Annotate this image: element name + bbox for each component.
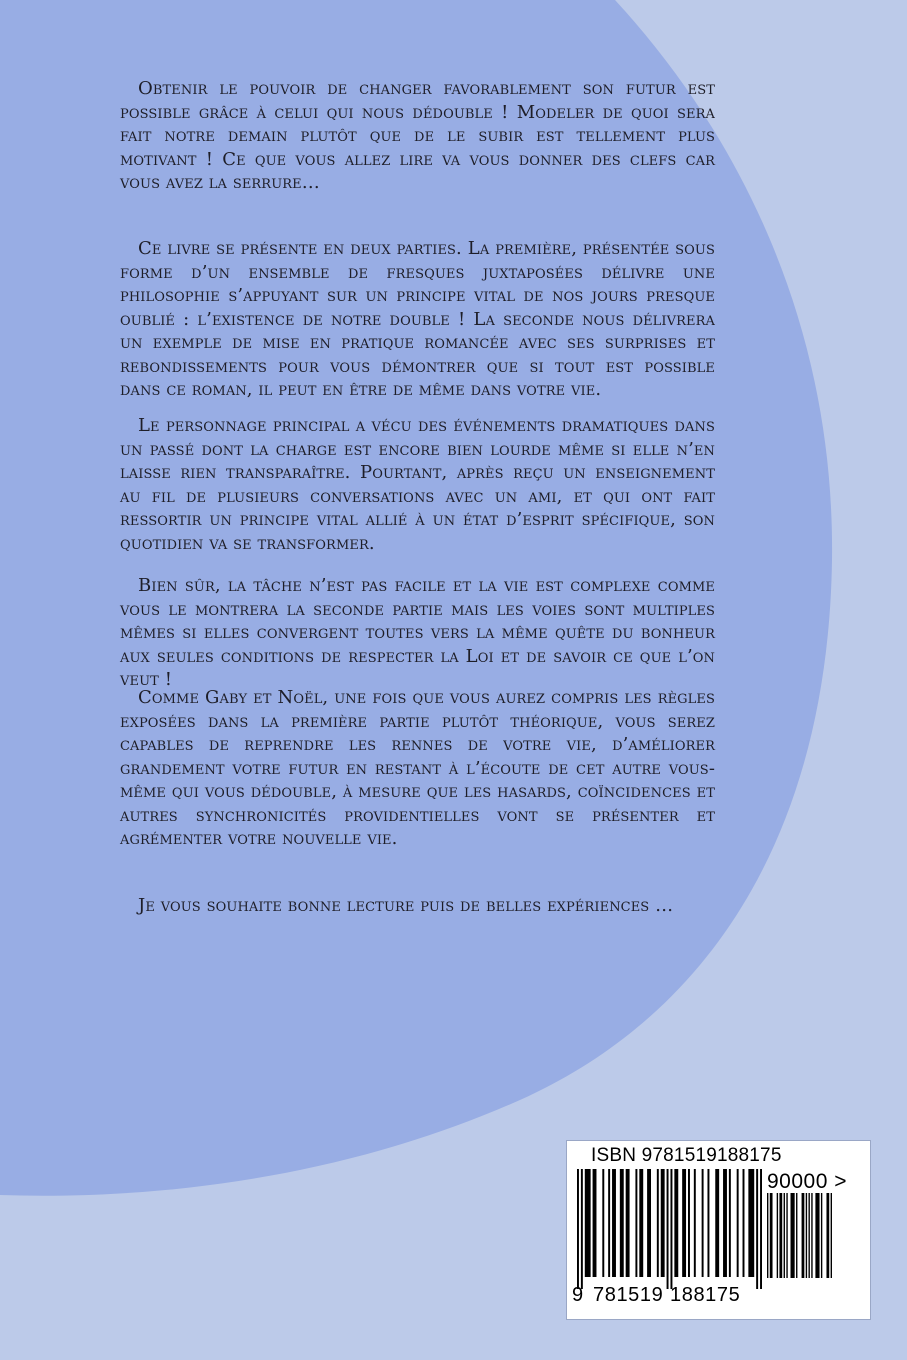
addon-bar bbox=[831, 1193, 832, 1278]
paragraph-intro: Obtenir le pouvoir de changer favorablement son futur est possible grâce à celui qui nous dédouble ! Modeler de quoi sera fait notre demain plutôt que de le subir est tellement plus motivant ! Ce que vous allez lire va vous donner des clefs car vous avez la serrure… bbox=[120, 78, 716, 193]
addon-bar bbox=[779, 1193, 782, 1278]
addon-bar bbox=[826, 1193, 829, 1278]
ean13-bar bbox=[657, 1169, 659, 1277]
ean13-bar bbox=[748, 1169, 754, 1277]
addon-barcode bbox=[767, 1193, 832, 1278]
barcode-digits-right: 188175 bbox=[670, 1284, 741, 1306]
ean13-bar bbox=[602, 1169, 604, 1277]
addon-bar bbox=[821, 1193, 822, 1278]
ean13-bar bbox=[756, 1169, 758, 1289]
ean13-bar bbox=[661, 1169, 665, 1277]
ean13-bar bbox=[688, 1169, 690, 1277]
paragraph-closing: Je vous souhaite bonne lecture puis de belles expériences … bbox=[138, 895, 674, 916]
ean13-bar bbox=[694, 1169, 696, 1277]
addon-bar bbox=[811, 1193, 812, 1278]
ean13-bar bbox=[674, 1169, 678, 1277]
isbn-label: ISBN 9781519188175 bbox=[591, 1145, 782, 1166]
addon-bar bbox=[802, 1193, 805, 1278]
ean13-bar bbox=[743, 1169, 745, 1277]
addon-bar bbox=[786, 1193, 787, 1278]
barcode-digits-left: 781519 bbox=[593, 1284, 664, 1306]
ean13-bar bbox=[707, 1169, 709, 1277]
paragraph-protagonist: Le personnage principal a vécu des événements dramatiques dans un passé dont la charge est encore bien lourde même si elle n’en laisse rien transparaître. Pourtant, après reçu un enseignement au fil de plusieurs conversations avec un ami, et qui ont fait ressortir un principe vital allié à un état d’esprit spécifique, son quotidien va se transformer. bbox=[120, 415, 715, 554]
ean13-bar bbox=[585, 1169, 591, 1277]
addon-bar bbox=[770, 1193, 773, 1278]
addon-bar bbox=[796, 1193, 797, 1278]
addon-bar bbox=[777, 1193, 778, 1278]
paragraph-challenge: Bien sûr, la tâche n’est pas facile et la vie est complexe comme vous le montrera la seconde partie mais les voies sont multiples mêmes si elles convergent toutes vers la même quête du bonheur aux seules conditions de respecter la Loi et de savoir ce que l’on veut ! bbox=[120, 575, 715, 690]
barcode-panel bbox=[566, 1140, 871, 1320]
barcode-digit-first: 9 bbox=[572, 1284, 584, 1306]
ean13-bar bbox=[593, 1169, 597, 1277]
ean13-bar bbox=[715, 1169, 719, 1277]
addon-bar bbox=[806, 1193, 807, 1278]
ean13-bar bbox=[670, 1169, 672, 1289]
ean13-bar bbox=[702, 1169, 704, 1277]
ean13-bar bbox=[729, 1169, 731, 1277]
ean13-bar bbox=[737, 1169, 739, 1277]
addon-bar bbox=[815, 1193, 819, 1278]
ean13-bar bbox=[608, 1169, 610, 1277]
ean13-bar bbox=[626, 1169, 630, 1277]
ean13-bar bbox=[667, 1169, 669, 1289]
ean13-bar bbox=[620, 1169, 624, 1277]
ean13-bar bbox=[647, 1169, 651, 1277]
addon-bar bbox=[767, 1193, 768, 1278]
ean13-bar bbox=[581, 1169, 583, 1289]
paragraph-rules: Comme Gaby et Noël, une fois que vous aurez compris les règles exposées dans la première partie plutôt théorique, vous serez capables de reprendre les rennes de votre vie, d’améliorer grandement votre futur en restant à l’écoute de cet autre vous-même qui vous dédouble, à mesure que les hasards, coïncidences et autres synchronicités providentielles vont se présenter et agrémenter votre nouvelle vie. bbox=[120, 687, 715, 849]
ean13-bar bbox=[635, 1169, 637, 1277]
ean13-barcode bbox=[577, 1169, 762, 1289]
ean13-bar bbox=[639, 1169, 643, 1277]
paragraph-structure: Ce livre se présente en deux parties. La première, présentée sous forme d’un ensemble de fresques juxtaposées délivre une philosophie s’appuyant sur un principe vital de nos jours presque oublié : l’existence de notre double ! La seconde nous délivrera un exemple de mise en pratique romancée avec ses surprises et rebondissements pour vous démontrer que si tout est possible dans ce roman, il peut en être de même dans votre vie. bbox=[120, 238, 715, 400]
price-code: 90000 > bbox=[767, 1170, 847, 1193]
ean13-bar bbox=[760, 1169, 762, 1289]
ean13-bar bbox=[682, 1169, 686, 1277]
addon-bar bbox=[791, 1193, 795, 1278]
ean13-bar bbox=[612, 1169, 616, 1277]
addon-bar bbox=[808, 1193, 809, 1278]
ean13-bar bbox=[723, 1169, 727, 1277]
addon-bar bbox=[784, 1193, 785, 1278]
ean13-bar bbox=[577, 1169, 579, 1289]
